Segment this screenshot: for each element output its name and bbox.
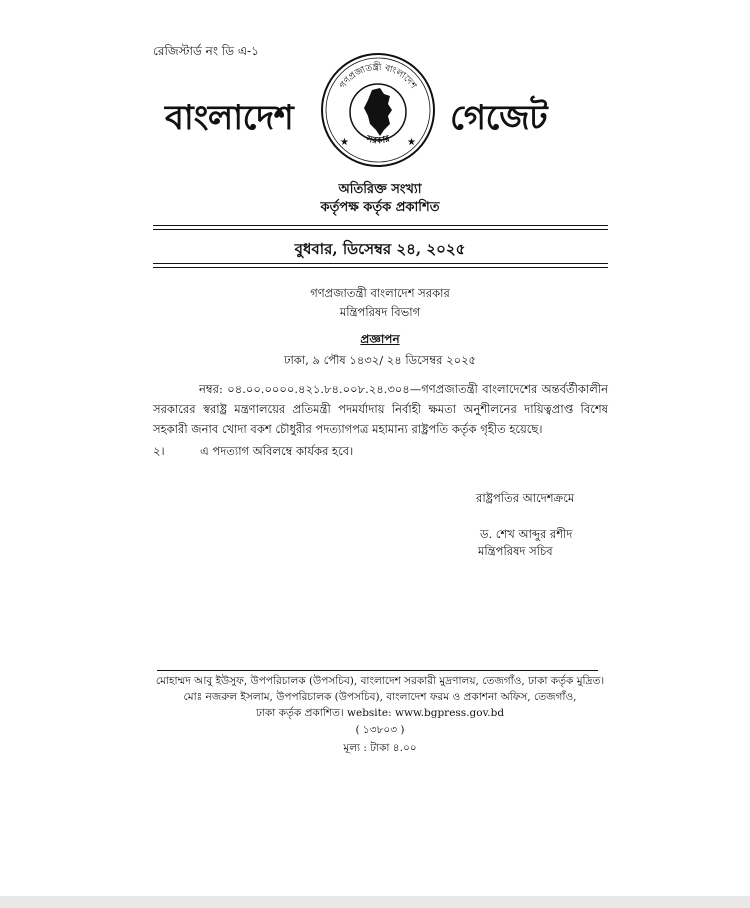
gazette-date: বুধবার, ডিসেম্বর ২৪, ২০২৫ — [294, 240, 466, 258]
signatory-title: মন্ত্রিপরিষদ সচিব — [478, 544, 553, 558]
paragraph-2: এ পদত্যাগ অবিলম্বে কার্যকর হবে। — [200, 444, 354, 458]
footer-printer: মোহাম্মদ আবু ইউসুফ, উপপরিচালক (উপসচিব), বাংলাদেশ সরকারী মুদ্রণালয়, তেজগাঁও, ঢাকা কর্তৃক মুদ্রিত। — [155, 675, 605, 687]
published-by-authority: কর্তৃপক্ষ কর্তৃক প্রকাশিত — [320, 200, 440, 215]
footer-price: মূল্য : টাকা ৪.০০ — [343, 742, 417, 754]
date-rule-bottom-2 — [153, 267, 608, 268]
svg-text:সরকার — [364, 134, 392, 147]
extra-issue: অতিরিক্ত সংখ্যা — [338, 182, 422, 197]
signatory-name: ড. শেখ আব্দুর রশীদ — [480, 527, 573, 541]
footer-publisher: মোঃ নজরুল ইসলাম, উপপরিচালক (উপসচিব), বাংলাদেশ ফরম ও প্রকাশনা অফিস, তেজগাঁও, — [183, 691, 577, 703]
government-seal — [318, 50, 438, 170]
seal-icon — [318, 50, 438, 170]
date-rule-top — [153, 225, 608, 226]
footer-website: ঢাকা কর্তৃক প্রকাশিত। website: www.bgpress.gov.bd — [255, 707, 505, 719]
paragraph-1: নম্বর: ০৪.০০.০০০০.৪২১.৮৪.০০৮.২৪.৩০৪—গণপ্রজাতন্ত্রী বাংলাদেশের অন্তর্বর্তীকালীন সরকারের স্বরাষ্ট্র মন্ত্রণালয়ের প্রতিমন্ত্রী পদমর্যাদায় নির্বাহী ক্ষমতা অনুশীলনের দায়িত্বপ্রাপ্ত বিশেষ সহকারী জনাব খোদা বকশ চৌধুরীর পদত্যাগপত্র মহামান্য রাষ্ট্রপতি কর্তৃক গৃহীত হয়েছে। — [153, 382, 608, 436]
gazette-title-left: বাংলাদেশ — [165, 98, 294, 138]
registered-number: রেজিস্টার্ড নং ডি এ-১ — [153, 44, 259, 58]
order-line: রাষ্ট্রপতির আদেশক্রমে — [476, 491, 575, 505]
notification-heading: প্রজ্ঞাপন — [360, 332, 400, 346]
seal-text-bottom: সরকার — [364, 134, 392, 147]
date-rule-bottom — [153, 263, 608, 264]
footer-serial: ( ১৩৮০৩ ) — [355, 724, 405, 736]
gazette-title-right: গেজেট — [450, 98, 548, 138]
division-name: মন্ত্রিপরিষদ বিভাগ — [339, 305, 421, 319]
svg-text:★: ★ — [340, 137, 349, 148]
page-edge — [0, 896, 750, 908]
government-name: গণপ্রজাতন্ত্রী বাংলাদেশ সরকার — [310, 286, 450, 300]
paragraph-2-number: ২। — [153, 444, 165, 458]
svg-text:গণপ্রজাতন্ত্রী বাংলাদেশ — [338, 61, 418, 92]
footer-rule — [157, 670, 598, 671]
seal-text-top: গণপ্রজাতন্ত্রী বাংলাদেশ — [338, 62, 418, 91]
svg-text:★: ★ — [407, 137, 416, 148]
place-and-date: ঢাকা, ৯ পৌষ ১৪৩২/ ২৪ ডিসেম্বর ২০২৫ — [283, 353, 477, 367]
date-rule-top-2 — [153, 229, 608, 230]
